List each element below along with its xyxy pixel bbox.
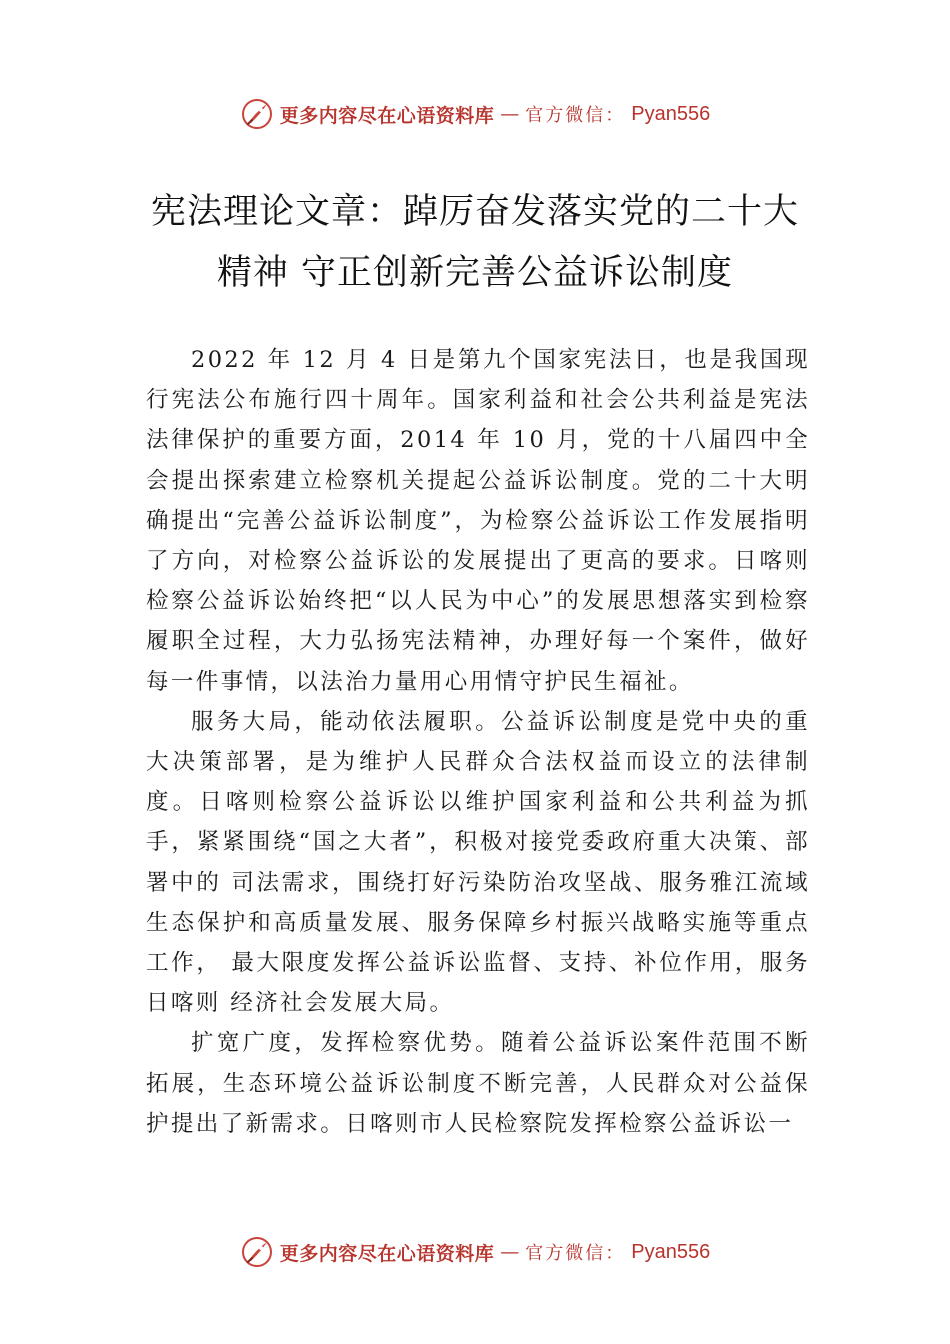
paragraph-3: 扩宽广度，发挥检察优势。随着公益诉讼案件范围不断拓展，生态环境公益诉讼制度不断完善，人民群众对公益保护提出了新需求。日喀则市人民检察院发挥检察公益诉讼一 [146, 1030, 810, 1137]
title-line-2: 精神 守正创新完善公益诉讼制度 [216, 253, 734, 293]
quill-logo-icon [240, 1235, 274, 1269]
paragraph-2: 服务大局，能动依法履职。公益诉讼制度是党中央的重大决策部署，是为维护人民群众合法权益而设立的法律制度。日喀则检察公益诉讼以维护国家利益和公共利益为抓手，紧紧围绕“国之大者”，积极对接党委政府重大决策、部署中的 司法需求，围绕打好污染防治攻坚战、服务雅江流域生态保护和高质量发展、服务保障乡村振兴战略实施等重点工作， 最大限度发挥公益诉讼监督、支持、补位作用，服务日喀则 经济社会发展大局。 [146, 708, 810, 1017]
header-wechat-id: Pyan556 [631, 102, 711, 125]
footer-banner [0, 1232, 950, 1272]
quill-logo-icon [240, 97, 274, 131]
footer-separator: — [500, 1241, 520, 1263]
header-banner [0, 94, 950, 134]
header-brand-text: 更多内容尽在心语资料库 [279, 104, 495, 127]
paragraph-1: 2022 年 12 月 4 日是第九个国家宪法日，也是我国现行宪法公布施行四十周年。国家利益和社会公共利益是宪法法律保护的重要方面，2014 年 10 月，党的十八届四中全会提出探索建立检察机关提起公益诉讼制度。党的二十大明确提出“完善公益诉讼制度”，为检察公益诉讼工作发展指明了方向，对检察公益诉讼的发展提出了更高的要求。日喀则检察公益诉讼始终把“以人民为中心”的发展思想落实到检察履职全过程，大力弘扬宪法精神，办理好每一个案件，做好每一件事情，以法治力量用心用情守护民生福祉。 [146, 347, 810, 695]
header-separator: — [500, 103, 520, 125]
footer-wechat-id: Pyan556 [631, 1240, 711, 1263]
header-wechat-label: 官方微信： [525, 105, 626, 126]
document-title [100, 182, 850, 304]
footer-brand-text: 更多内容尽在心语资料库 [279, 1242, 495, 1265]
document-body [146, 340, 810, 1144]
footer-wechat-label: 官方微信： [525, 1243, 626, 1264]
title-line-1: 宪法理论文章：踔厉奋发落实党的二十大 [150, 192, 799, 232]
